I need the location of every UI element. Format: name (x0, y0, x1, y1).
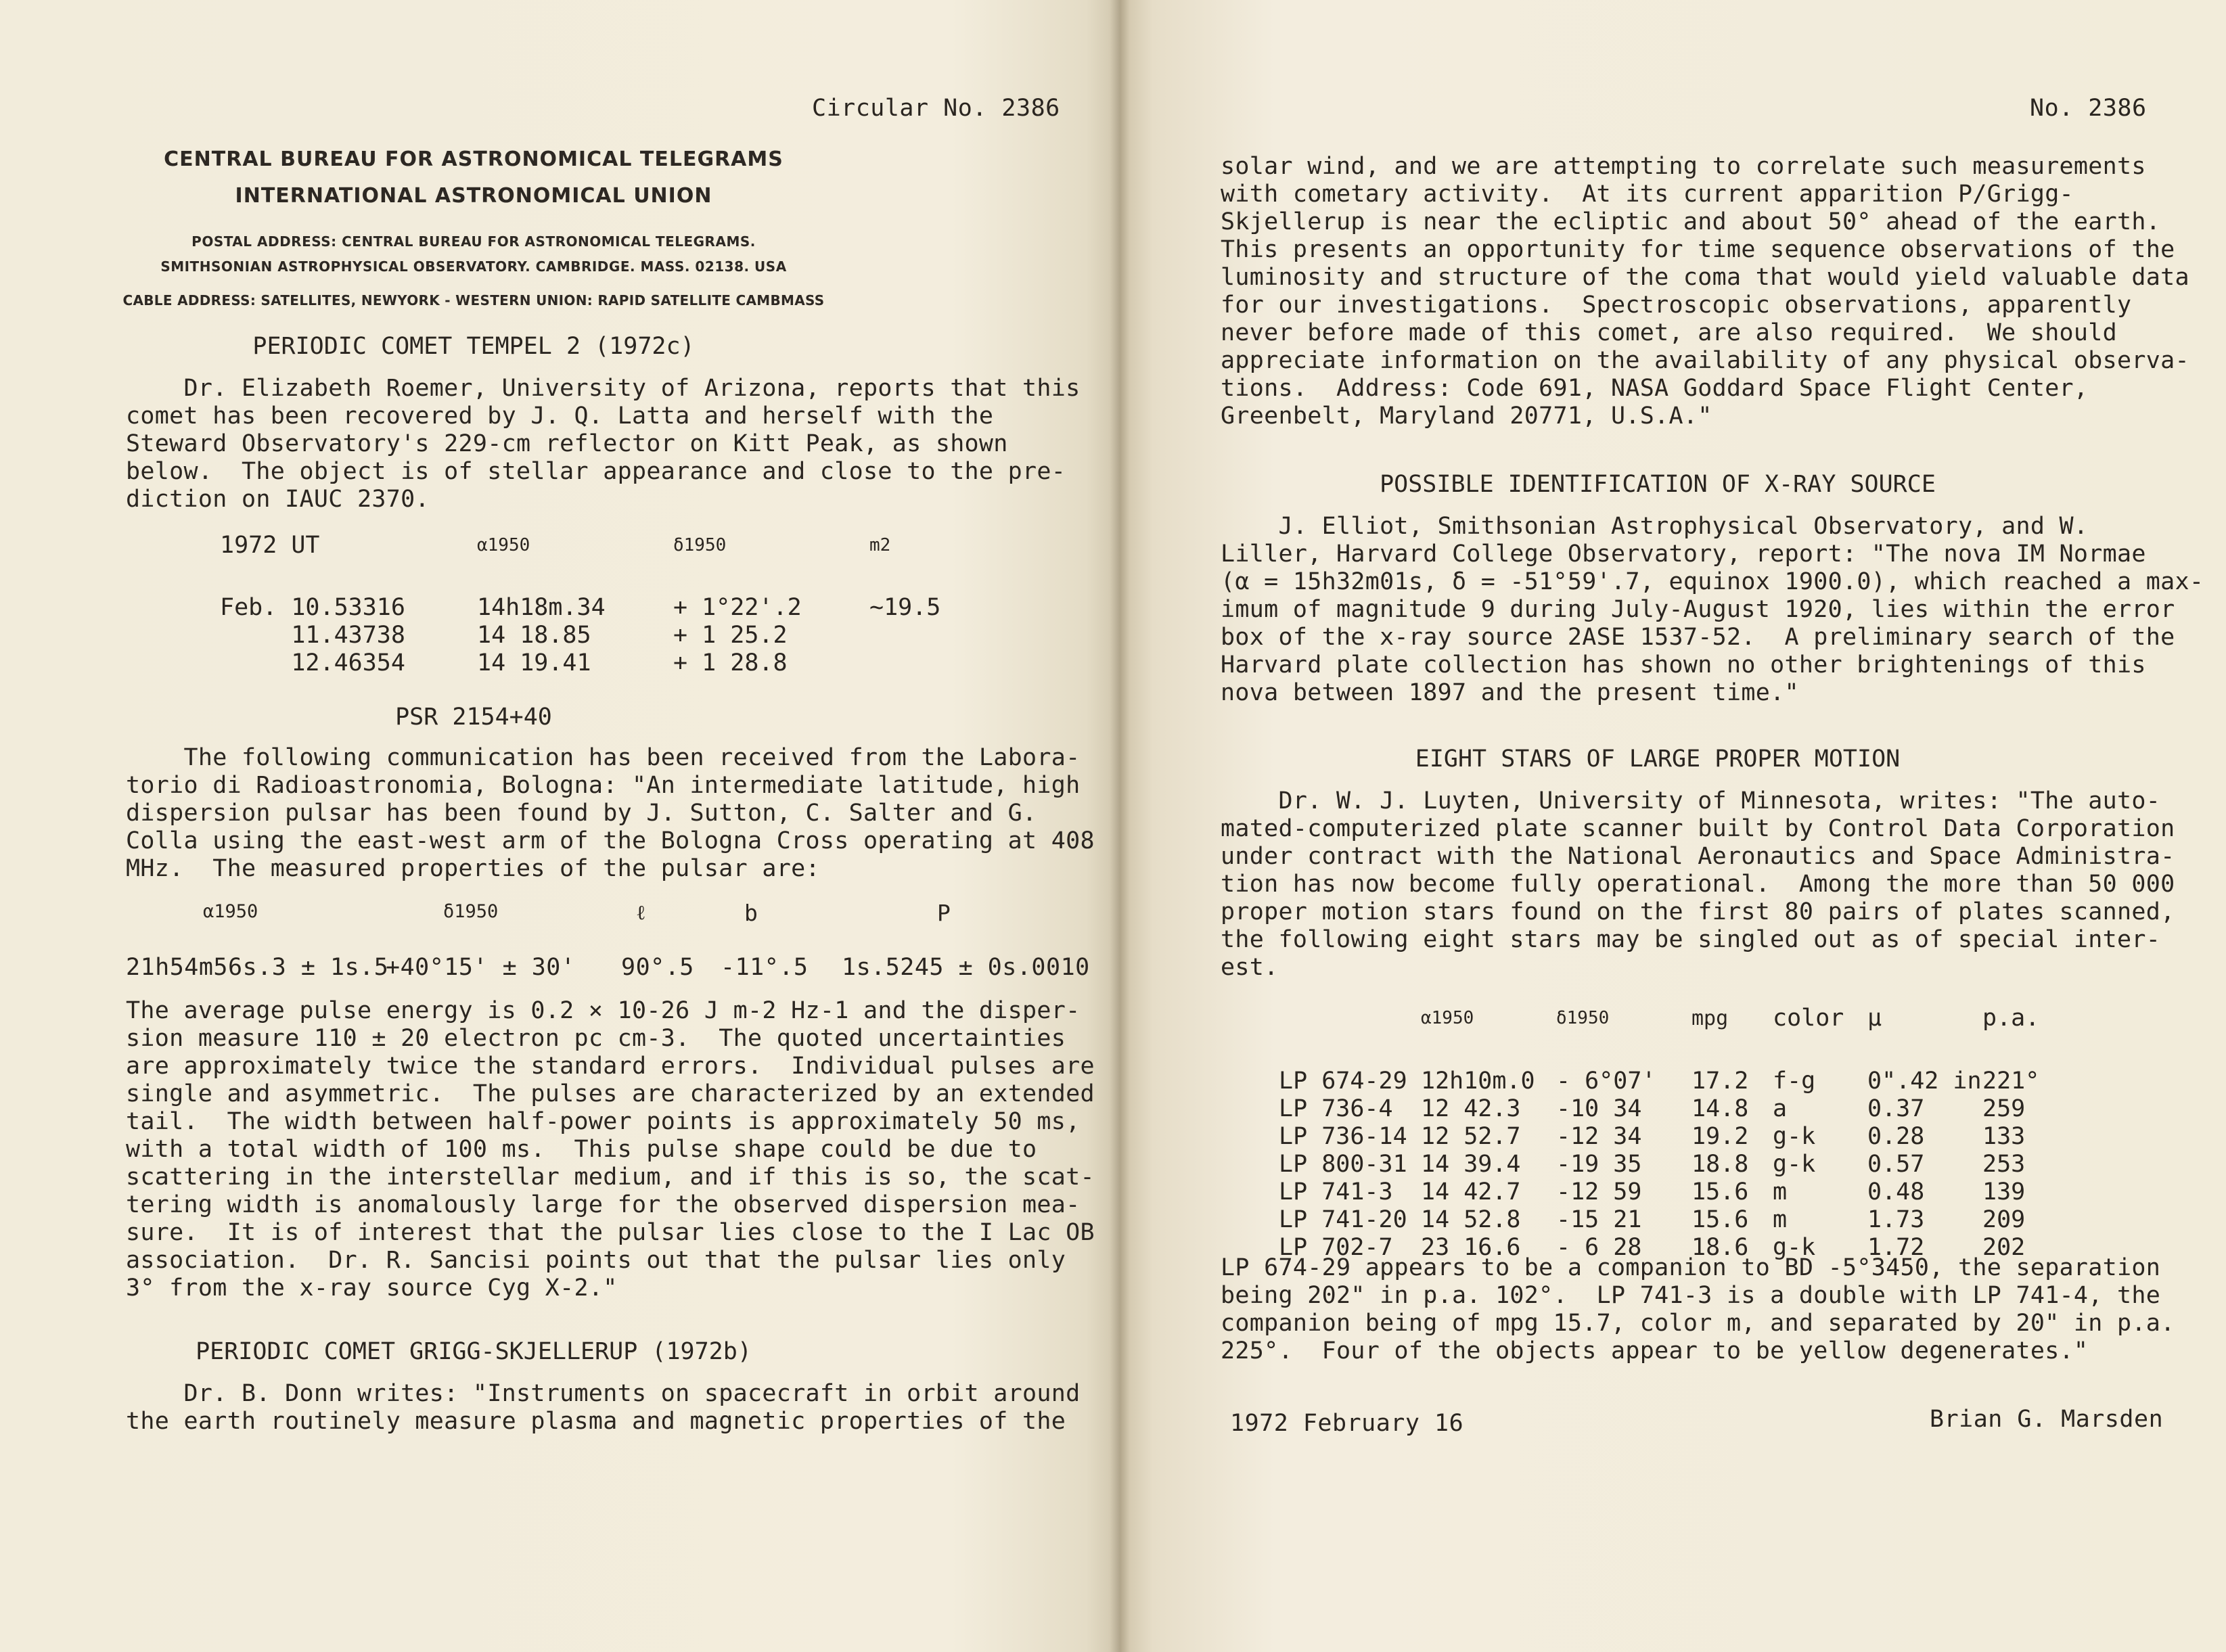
table-cell: 18.8 (1691, 1150, 1749, 1178)
xray-paragraph: J. Elliot, Smithsonian Astrophysical Observatory, and W. Liller, Harvard College Observatory, report: "The nova IM Normae (α = 15h32m01s, δ = -51°59'.7, equinox 1900.0), which reached a max- imum of magnitude 9 during July-August 1920, lies within the error box of the x-ray source 2ASE 1537-52. A preliminary search of the Harvard plate collection has shown no other brightenings of this nova between 1897 and the present time." (1221, 513, 2204, 706)
table-cell: 12h10m.0 (1421, 1067, 1535, 1095)
table-header-row (1279, 997, 2050, 1039)
table-cell: -15 21 (1556, 1206, 1642, 1233)
table-cell: 14 39.4 (1421, 1150, 1521, 1178)
table-cell: 133 (1982, 1122, 2026, 1150)
masthead-title: CENTRAL BUREAU FOR ASTRONOMICAL TELEGRAMS (164, 147, 783, 171)
masthead-postal-1: POSTAL ADDRESS: CENTRAL BUREAU FOR ASTRONOMICAL TELEGRAMS. (191, 233, 756, 250)
table-cell: Feb. 10.53316 (220, 593, 405, 621)
table-cell: g-k (1773, 1150, 1816, 1178)
table-cell: 14.8 (1691, 1095, 1749, 1122)
table-cell: 23 16.6 (1421, 1233, 1521, 1261)
table-row (220, 621, 964, 649)
table-row (1279, 1206, 2050, 1233)
table-cell: ~19.5 (869, 593, 941, 621)
psr-value-dec: +40°15' ± 30' (386, 954, 576, 981)
psr-value-p: 1s.5245 ± 0s.0010 (842, 954, 1090, 981)
grigg-continuation: solar wind, and we are attempting to correlate such measurements with cometary activity. At its current apparition P/Grigg- Skjellerup is near the ecliptic and about 50° ahead of the earth. This presents an opportunity for time sequence observations of the luminosity and structure of the coma that would yield valuable data for our investigations. Spectroscopic observations, apparently never before made of this comet, are also required. We should appreciate information on the availability of any physical observa- tions. Address: Code 691, NASA Goddard Space Flight Center, Greenbelt, Maryland 20771, U.S.A." (1221, 153, 2189, 430)
table-cell: 0.37 (1867, 1095, 1925, 1122)
table-cell: 14 18.85 (477, 621, 591, 649)
table-cell: 209 (1982, 1206, 2026, 1233)
column-header: 1972 UT (220, 532, 320, 559)
table-cell: LP 674-29 (1279, 1067, 1407, 1095)
masthead-union: INTERNATIONAL ASTRONOMICAL UNION (235, 184, 712, 208)
table-cell: 12.46354 (220, 649, 405, 676)
table-cell: a (1773, 1095, 1788, 1122)
psr-value-b: -11°.5 (721, 954, 809, 981)
psr-paragraph-2: The average pulse energy is 0.2 × 10-26 J m-2 Hz-1 and the disper- sion measure 110 ± 20 electron pc cm-3. The quoted uncertainties are approximately twice the standard errors. Individual pulses are single and asymmetric. The pulses are characterized by an extended tail. The width between half-power points is approximately 50 ms, with a total width of 100 ms. This pulse shape could be due to scattering in the interstellar medium, and if this is so, the scat- tering width is anomalously large for the observed dispersion mea- sure. It is of interest that the pulsar lies close to the I Lac OB association. Dr. R. Sancisi points out that the pulsar lies only 3° from the x-ray source Cyg X-2." (126, 997, 1095, 1302)
table-cell: 0".42 in (1867, 1067, 1982, 1095)
masthead-postal-2: SMITHSONIAN ASTROPHYSICAL OBSERVATORY. CAMBRIDGE. MASS. 02138. USA (160, 258, 787, 275)
table-cell: 15.6 (1691, 1178, 1749, 1206)
table-cell: LP 800-31 (1279, 1150, 1407, 1178)
issue-date: 1972 February 16 (1230, 1410, 1464, 1437)
table-cell: m (1773, 1178, 1788, 1206)
proper-motion-table (1279, 997, 2050, 1261)
psr-heading: PSR 2154+40 (395, 704, 552, 731)
book-gutter (1110, 0, 1130, 1652)
stars-heading: EIGHT STARS OF LARGE PROPER MOTION (1415, 745, 1901, 773)
table-cell: g-k (1773, 1233, 1816, 1261)
psr-col-ra: α1950 (203, 901, 258, 922)
table-cell: + 1 28.8 (673, 649, 788, 676)
table-cell: 0.48 (1867, 1178, 1925, 1206)
column-header: δ1950 (1556, 1008, 1610, 1028)
table-row (1279, 1150, 2050, 1178)
table-row (1279, 1178, 2050, 1206)
stars-paragraph-2: LP 674-29 appears to be a companion to BD -5°3450, the separation being 202" in p.a. 102°. LP 741-3 is a double with LP 741-4, the companion being of mpg 15.7, color m, and separated by 20" in p.a. 225°. Four of the objects appear to be yellow degenerates." (1221, 1254, 2175, 1364)
grigg-heading: PERIODIC COMET GRIGG-SKJELLERUP (1972b) (196, 1338, 752, 1365)
table-cell: 12 42.3 (1421, 1095, 1521, 1122)
tempel-paragraph: Dr. Elizabeth Roemer, University of Arizona, reports that this comet has been recovered by J. Q. Latta and herself with the Steward Observatory's 229-cm reflector on Kitt Peak, as shown below. The object is of stellar appearance and close to the pre- diction on IAUC 2370. (126, 375, 1081, 513)
column-header: p.a. (1982, 1005, 2040, 1032)
column-header: α1950 (1421, 1008, 1474, 1028)
tempel-observation-table (220, 525, 964, 676)
table-cell: LP 741-3 (1279, 1178, 1393, 1206)
table-cell: 1.72 (1867, 1233, 1925, 1261)
column-header: mpg (1691, 1006, 1729, 1030)
table-cell: m (1773, 1206, 1788, 1233)
table-cell: 17.2 (1691, 1067, 1749, 1095)
table-cell: -19 35 (1556, 1150, 1642, 1178)
table-cell: 18.6 (1691, 1233, 1749, 1261)
table-cell: -12 34 (1556, 1122, 1642, 1150)
table-cell: + 1°22'.2 (673, 593, 802, 621)
psr-paragraph: The following communication has been received from the Labora- torio di Radioastronomia, Bologna: "An intermediate latitude, high dispersion pulsar has been found by J. Sutton, C. Salter and G. Colla using the east-west arm of the Bologna Cross operating at 408 MHz. The measured properties of the pulsar are: (126, 744, 1095, 882)
table-cell: LP 736-4 (1279, 1095, 1393, 1122)
table-cell: g-k (1773, 1122, 1816, 1150)
table-cell: 253 (1982, 1150, 2026, 1178)
column-header: δ1950 (673, 535, 727, 555)
column-header: α1950 (477, 535, 530, 555)
grigg-paragraph: Dr. B. Donn writes: "Instruments on spacecraft in orbit around the earth routinely measure plasma and magnetic properties of the (126, 1380, 1081, 1435)
table-cell: 0.57 (1867, 1150, 1925, 1178)
tempel-heading: PERIODIC COMET TEMPEL 2 (1972c) (252, 333, 695, 360)
table-cell: 14 19.41 (477, 649, 591, 676)
column-header (1279, 997, 1421, 1039)
table-cell: -12 59 (1556, 1178, 1642, 1206)
table-cell: 11.43738 (220, 621, 405, 649)
table-cell: LP 702-7 (1279, 1233, 1393, 1261)
table-cell: 1.73 (1867, 1206, 1925, 1233)
column-header: m2 (869, 535, 891, 555)
column-header: μ (1867, 1005, 1882, 1032)
psr-col-l: ℓ (636, 901, 646, 925)
table-cell: - 6°07' (1556, 1067, 1656, 1095)
table-row (1279, 1122, 2050, 1150)
psr-col-dec: δ1950 (443, 901, 499, 922)
table-cell: + 1 25.2 (673, 621, 788, 649)
stars-paragraph: Dr. W. J. Luyten, University of Minnesota, writes: "The auto- mated-computerized plate scanner built by Control Data Corporation under contract with the National Aeronautics and Space Administra- tion has now become fully operational. Among the more than 50 000 proper motion stars found on the first 80 pairs of plates scanned, the following eight stars may be singled out as of special inter- est. (1221, 787, 2175, 981)
table-cell: 139 (1982, 1178, 2026, 1206)
table-cell: 221° (1982, 1067, 2040, 1095)
table-cell (869, 621, 964, 649)
table-row (220, 649, 964, 676)
psr-value-l: 90°.5 (621, 954, 694, 981)
table-cell: LP 736-14 (1279, 1122, 1407, 1150)
table-cell: f-g (1773, 1067, 1816, 1095)
psr-col-p: P (937, 900, 951, 926)
column-header: color (1773, 1005, 1844, 1032)
psr-value-ra: 21h54m56s.3 ± 1s.5 (126, 954, 389, 981)
table-cell: 14h18m.34 (477, 593, 606, 621)
circular-number: Circular No. 2386 (812, 95, 1060, 122)
table-cell: 19.2 (1691, 1122, 1749, 1150)
xray-heading: POSSIBLE IDENTIFICATION OF X-RAY SOURCE (1380, 471, 1936, 498)
psr-col-b: b (744, 900, 758, 926)
table-row (1279, 1067, 2050, 1095)
table-cell: 15.6 (1691, 1206, 1749, 1233)
table-cell: - 6 28 (1556, 1233, 1642, 1261)
table-cell: LP 741-20 (1279, 1206, 1407, 1233)
signature: Brian G. Marsden (1930, 1406, 2164, 1433)
table-cell: 12 52.7 (1421, 1122, 1521, 1150)
table-row (220, 593, 964, 621)
table-cell (869, 649, 964, 676)
masthead-cable: CABLE ADDRESS: SATELLITES, NEWYORK - WESTERN UNION: RAPID SATELLITE CAMBMASS (122, 292, 825, 308)
table-row (1279, 1095, 2050, 1122)
table-cell: 14 42.7 (1421, 1178, 1521, 1206)
table-header-row (220, 525, 964, 566)
table-cell: 0.28 (1867, 1122, 1925, 1150)
table-cell: -10 34 (1556, 1095, 1642, 1122)
table-cell: 202 (1982, 1233, 2026, 1261)
table-cell: 259 (1982, 1095, 2026, 1122)
page-number: No. 2386 (2030, 95, 2147, 122)
table-cell: 14 52.8 (1421, 1206, 1521, 1233)
